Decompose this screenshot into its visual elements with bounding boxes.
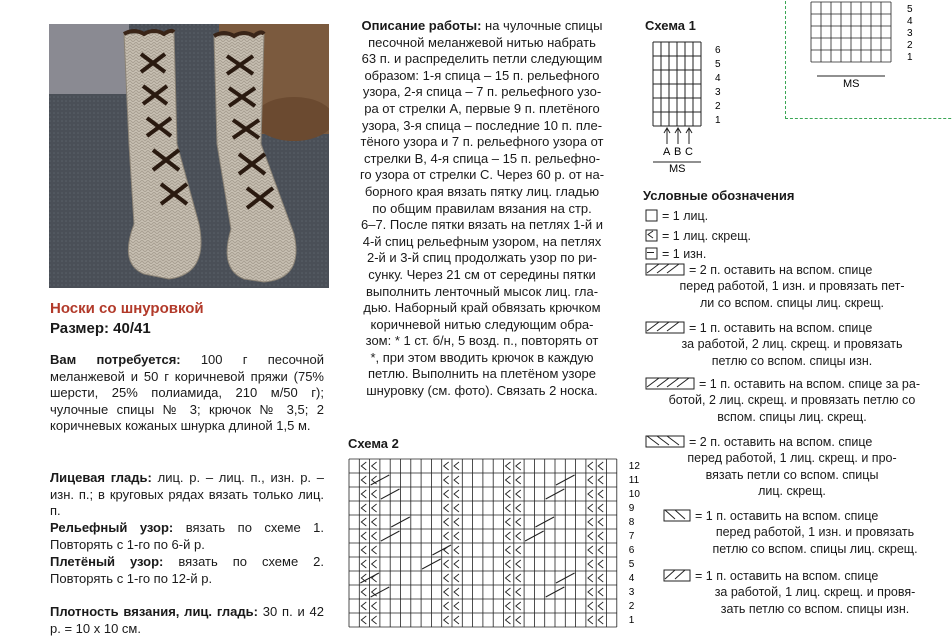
legend-symbol-icon — [645, 209, 658, 222]
row-number: 2 — [628, 601, 635, 612]
twisted-knit-symbol — [506, 476, 511, 484]
twisted-knit-symbol — [372, 546, 377, 554]
legend-item — [645, 262, 935, 311]
repeat-label: MS — [843, 78, 860, 90]
legend-text: = 1 п. оставить на вспом. спице за ра- — [699, 377, 920, 391]
twisted-knit-symbol — [588, 462, 593, 470]
twisted-knit-symbol — [361, 546, 366, 554]
legend-item — [645, 208, 935, 224]
braid-paragraph — [50, 554, 324, 587]
twisted-knit-symbol — [454, 546, 459, 554]
twisted-knit-symbol — [516, 546, 521, 554]
description-line — [344, 18, 620, 35]
legend-item — [663, 508, 935, 557]
sock-illustration — [49, 24, 329, 288]
legend-symbol-icon — [663, 509, 691, 522]
twisted-knit-symbol — [506, 560, 511, 568]
legend-text-line: ботой, 2 лиц. скрещ. и провязать петлю со — [668, 393, 916, 408]
twisted-knit-symbol — [506, 602, 511, 610]
legend-symbol-icon — [645, 247, 658, 260]
description-line: 4-й спиц рельефным узором, на петлях — [362, 233, 602, 249]
description-line: борного края вязать пятку лиц. гладью — [364, 183, 600, 199]
description-line: 63 п. и распределить петли следующим — [361, 51, 603, 67]
legend-symbol-icon — [645, 377, 695, 390]
arrow-label: B — [674, 146, 682, 158]
description-line: коричневой нитью следующим обра- — [370, 316, 594, 332]
twisted-knit-symbol — [516, 602, 521, 610]
description-line: 2-й и 3-й спиц продолжать узор по ри- — [367, 250, 597, 266]
row-number: 6 — [715, 45, 721, 56]
materials-text: 100 г песочной меланжевой и 50 г коричневой пряжи (75% шерсти, 25% полиамида, 210 м/50 г); чулочные спицы № 3; крючок № 3,5; 2 коричневых кожаных шнурка длиной 1,5 м. — [50, 352, 324, 434]
twisted-knit-symbol — [598, 532, 603, 540]
legend-text-line: вспом. спицы лиц. скрещ. — [717, 409, 867, 424]
row-number: 1 — [907, 52, 913, 63]
braid-label: Плетёный узор: — [50, 554, 164, 569]
article-size: Размер: 40/41 — [50, 320, 151, 337]
stockinette-paragraph — [50, 470, 324, 520]
row-number: 11 — [628, 475, 640, 486]
braid-text: вязать по схеме 2. Повторять с 1-го по 12-й р. — [50, 554, 324, 586]
legend-text: = 1 лиц. скрещ. — [662, 229, 751, 243]
twisted-knit-symbol — [516, 490, 521, 498]
twisted-knit-symbol — [588, 476, 593, 484]
twisted-knit-symbol — [372, 616, 377, 624]
legend-item — [645, 228, 935, 244]
row-number: 4 — [715, 73, 721, 84]
description-line: тёного узора и 7 п. рельефного узора от — [360, 134, 604, 150]
twisted-knit-symbol — [516, 518, 521, 526]
scheme2-grid — [348, 458, 648, 634]
legend-text: = 1 п. оставить на вспом. спице — [695, 569, 879, 583]
twisted-knit-symbol — [454, 476, 459, 484]
legend-symbol-icon — [645, 263, 685, 276]
description-line: ра от стрелки А, первые 9 п. плетёного — [364, 100, 600, 116]
legend-text-line: перед работой, 1 изн. и провязать — [715, 525, 915, 540]
arrow-label: C — [685, 146, 693, 158]
materials-label: Вам потребуется: — [50, 352, 181, 367]
twisted-knit-symbol — [506, 462, 511, 470]
twisted-knit-symbol — [598, 504, 603, 512]
legend-text: = 1 п. оставить на вспом. спице — [695, 509, 879, 523]
legend-text-line: вязать петли со вспом. спицы — [705, 467, 879, 482]
row-number: 3 — [907, 28, 913, 39]
twisted-knit-symbol — [598, 476, 603, 484]
twisted-knit-symbol — [444, 476, 449, 484]
row-number: 3 — [715, 87, 721, 98]
relief-label: Рельефный узор: — [50, 520, 174, 535]
row-number: 5 — [628, 559, 635, 570]
twisted-knit-symbol — [454, 560, 459, 568]
description-line: образом: 1-я спица – 15 п. рельефного — [364, 67, 600, 83]
twisted-knit-symbol — [588, 546, 593, 554]
twisted-knit-symbol — [588, 602, 593, 610]
legend-symbol-icon — [663, 569, 691, 582]
scheme1-title: Схема 1 — [645, 18, 696, 33]
legend-text-line: ли со вспом. спицы лиц. скрещ. — [700, 295, 884, 310]
twisted-knit-symbol — [598, 560, 603, 568]
twisted-knit-symbol — [588, 588, 593, 596]
relief-text: вязать по схеме 1. Повторять с 1-го по 6-й р. — [50, 520, 324, 552]
twisted-knit-symbol — [516, 504, 521, 512]
twisted-knit-symbol — [516, 462, 521, 470]
description-line: узора, 3-я спица – последние 10 п. пле- — [361, 117, 603, 133]
row-number: 2 — [715, 101, 721, 112]
description-text: на чулочные спицы — [485, 18, 603, 33]
description-line: узора, 2-я спица – 7 п. рельефного узо- — [362, 84, 602, 100]
relief-paragraph — [50, 520, 324, 553]
gauge-label: Плотность вязания, лиц. гладь: — [50, 604, 258, 619]
twisted-knit-symbol — [444, 490, 449, 498]
twisted-knit-symbol — [361, 476, 366, 484]
twisted-knit-symbol — [588, 532, 593, 540]
gauge-paragraph — [50, 604, 324, 637]
legend-text: = 1 лиц. — [662, 209, 709, 223]
legend-text-line: лиц. скрещ. — [758, 484, 826, 499]
repeat-label: MS — [669, 163, 686, 172]
twisted-knit-symbol — [361, 462, 366, 470]
twisted-knit-symbol — [372, 462, 377, 470]
twisted-knit-symbol — [444, 588, 449, 596]
twisted-knit-symbol — [506, 574, 511, 582]
description-line: шнуровку (см. фото). Связать 2 носка. — [366, 383, 598, 399]
twisted-knit-symbol — [372, 504, 377, 512]
arrow-label: A — [663, 146, 671, 158]
description-line: стрелки В, 4-я спица – 15 п. рельефно- — [363, 150, 601, 166]
twisted-knit-symbol — [598, 490, 603, 498]
legend-text-line: перед работой, 1 лиц. скрещ. и про- — [687, 451, 897, 466]
twisted-knit-symbol — [506, 546, 511, 554]
twisted-knit-symbol — [506, 518, 511, 526]
twisted-knit-symbol — [454, 588, 459, 596]
twisted-knit-symbol — [454, 504, 459, 512]
twisted-knit-symbol — [506, 490, 511, 498]
twisted-knit-symbol — [444, 560, 449, 568]
legend-text-line: петлю со вспом. спицы изн. — [711, 353, 873, 368]
sock-photo — [49, 24, 329, 288]
twisted-knit-symbol — [598, 602, 603, 610]
row-number: 9 — [628, 503, 635, 514]
twisted-knit-symbol — [444, 616, 449, 624]
twisted-knit-symbol — [506, 504, 511, 512]
twisted-knit-symbol — [516, 574, 521, 582]
description-line: зом: * 1 ст. б/н, 5 возд. п., повторять от — [365, 333, 599, 349]
twisted-knit-symbol — [516, 616, 521, 624]
description-line: выполнить ленточный мысок лиц. гла- — [365, 283, 599, 299]
row-number: 8 — [628, 517, 635, 528]
scheme1-grid — [645, 40, 725, 172]
twisted-knit-symbol — [444, 518, 449, 526]
row-number: 4 — [907, 16, 913, 27]
twisted-knit-symbol — [454, 602, 459, 610]
twisted-knit-symbol — [598, 518, 603, 526]
scheme2-title: Схема 2 — [348, 436, 399, 451]
description-line: 6–7. После пятки вязать на петлях 1-й и — [360, 217, 603, 233]
twisted-knit-symbol — [588, 490, 593, 498]
twisted-knit-symbol — [372, 518, 377, 526]
gauge-text: 30 п. и 42 р. = 10 x 10 см. — [50, 604, 324, 636]
description-line: дью. Наборный край обвязать крючком — [363, 300, 601, 316]
twisted-knit-symbol — [444, 602, 449, 610]
row-number: 5 — [907, 4, 913, 15]
twisted-knit-symbol — [361, 504, 366, 512]
row-number: 1 — [715, 115, 721, 126]
legend-item — [645, 320, 935, 369]
twisted-knit-symbol — [598, 588, 603, 596]
corner-grid — [810, 0, 940, 90]
twisted-knit-symbol — [454, 574, 459, 582]
twisted-knit-symbol — [516, 588, 521, 596]
twisted-knit-symbol — [372, 532, 377, 540]
legend-text: = 2 п. оставить на вспом. спице — [689, 263, 873, 277]
legend-text: = 1 п. оставить на вспом. спице — [689, 321, 873, 335]
twisted-knit-symbol — [444, 462, 449, 470]
twisted-knit-symbol — [444, 504, 449, 512]
legend-text-line: за работой, 1 лиц. скрещ. и провя- — [714, 585, 916, 600]
twisted-knit-symbol — [444, 532, 449, 540]
legend-item — [663, 568, 935, 617]
description-line: по общим правилам вязания на стр. — [372, 200, 592, 216]
description-line: петлю. Выполнить на плетёном узоре — [367, 366, 597, 382]
legend-item — [645, 434, 935, 500]
stockinette-text: лиц. р. – лиц. п., изн. р. – изн. п.; в круговых рядах вязать только лиц. п. — [50, 470, 325, 519]
row-number: 1 — [628, 615, 635, 626]
twisted-knit-symbol — [454, 490, 459, 498]
article-title: Носки со шнуровкой — [50, 300, 204, 317]
row-number: 12 — [628, 461, 640, 472]
twisted-knit-symbol — [361, 560, 366, 568]
legend-title: Условные обозначения — [643, 188, 795, 203]
twisted-knit-symbol — [516, 532, 521, 540]
row-number: 2 — [907, 40, 913, 51]
legend-symbol-icon — [645, 435, 685, 448]
twisted-knit-symbol — [506, 588, 511, 596]
description-block — [344, 18, 620, 400]
description-label: Описание работы: — [361, 18, 486, 33]
twisted-knit-symbol — [454, 532, 459, 540]
twisted-knit-symbol — [361, 518, 366, 526]
row-number: 3 — [628, 587, 635, 598]
description-lines — [344, 18, 620, 400]
twisted-knit-symbol — [598, 616, 603, 624]
row-number: 5 — [715, 59, 721, 70]
row-number: 4 — [628, 573, 635, 584]
twisted-knit-symbol — [454, 462, 459, 470]
twisted-knit-symbol — [361, 602, 366, 610]
twisted-knit-symbol — [588, 504, 593, 512]
twisted-knit-symbol — [372, 490, 377, 498]
twisted-knit-symbol — [588, 518, 593, 526]
stockinette-label: Лицевая гладь: — [50, 470, 152, 485]
legend-text-line: петлю со вспом. спицы лиц. скрещ. — [712, 541, 918, 556]
twisted-knit-symbol — [454, 518, 459, 526]
twisted-knit-symbol — [588, 560, 593, 568]
twisted-knit-symbol — [361, 616, 366, 624]
twisted-knit-symbol — [361, 490, 366, 498]
twisted-knit-symbol — [372, 602, 377, 610]
legend-text-line: перед работой, 1 изн. и провязать пет- — [679, 279, 905, 294]
twisted-knit-symbol — [588, 616, 593, 624]
description-line: песочной меланжевой нитью набрать — [368, 34, 596, 50]
description-line: сунку. Через 21 см от середины пятки — [368, 266, 596, 282]
legend-symbol-icon — [645, 321, 685, 334]
legend-text-line: за работой, 2 лиц. скрещ. и провязать — [681, 337, 903, 352]
corner-chart — [810, 0, 940, 95]
materials-paragraph — [50, 352, 324, 435]
twisted-knit-symbol — [506, 616, 511, 624]
twisted-knit-symbol — [516, 476, 521, 484]
scheme1-chart — [645, 40, 725, 177]
twisted-knit-symbol — [598, 462, 603, 470]
description-line: *, при этом вводить крючок в каждую — [370, 349, 594, 365]
row-number: 10 — [628, 489, 640, 500]
twisted-knit-symbol — [372, 560, 377, 568]
row-number: 7 — [628, 531, 635, 542]
scheme2-chart — [348, 458, 648, 639]
legend-text: = 1 изн. — [662, 247, 707, 261]
legend-item — [645, 376, 935, 425]
twisted-knit-symbol — [444, 574, 449, 582]
twisted-knit-symbol — [361, 532, 366, 540]
legend-symbol-icon — [645, 229, 658, 242]
legend-text-line: зать петлю со вспом. спицы изн. — [720, 601, 910, 616]
twisted-knit-symbol — [506, 532, 511, 540]
row-number: 6 — [628, 545, 635, 556]
twisted-knit-symbol — [588, 574, 593, 582]
twisted-knit-symbol — [454, 616, 459, 624]
twisted-knit-symbol — [516, 560, 521, 568]
twisted-knit-symbol — [598, 574, 603, 582]
legend-item — [645, 246, 935, 262]
legend-text: = 2 п. оставить на вспом. спице — [689, 435, 873, 449]
description-line: го узора от стрелки С. Через 60 р. от на- — [359, 167, 605, 183]
twisted-knit-symbol — [361, 588, 366, 596]
twisted-knit-symbol — [598, 546, 603, 554]
